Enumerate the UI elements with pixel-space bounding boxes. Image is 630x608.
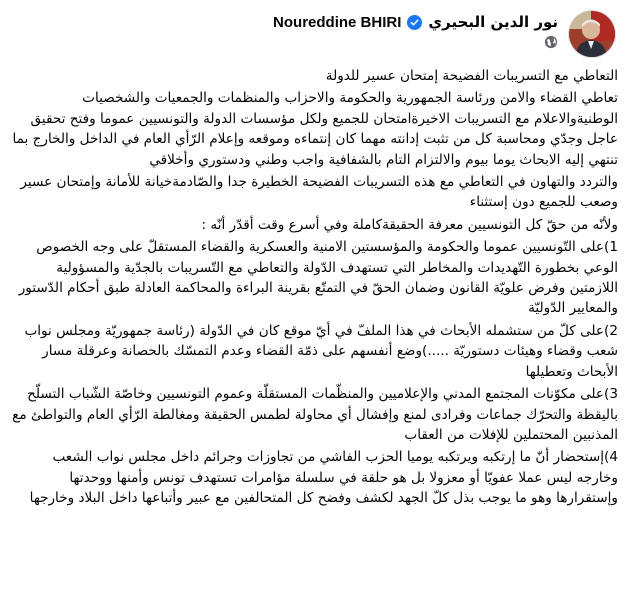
post-paragraph: تعاطي القضاء والامن ورئاسة الجمهورية والحكومة والاحزاب والمنظمات والجمعيات والشخصيات الوطنيةوالاعلام مع التسريبات الاخيرةامتحان للجميع ولكل مؤسسات الدولة والتونسيين عموما وفتح تحقيق عاجل وجدّي ومحاسبة كل من تثبت إدانته مهما كان إنتماءه وموقعه وإعلام الرّأي العام في الداخل والخارج بما تنتهي إليه الابحاث يوما بيوم والالتزام التام بالشفافية واجب وطني ودستوري وأخلاقي <box>12 90 618 168</box>
post-paragraph-title: التعاطي مع التسريبات الفضيحة إمتحان عسير للدولة <box>325 68 618 84</box>
author-name-arabic[interactable]: نور الدين البحيري <box>428 13 558 31</box>
post-paragraph-point-4: 4)إستحضار أنّ ما إرتكبه ويرتكبه يوميا الحزب الفاشي من تجاوزات وجرائم داخل مجلس نواب الشعب وخارجه ليس عملا عفويّا أو معزولا بل هو حلقة في سلسلة مؤامرات تستهدف تونس وأمنها ووحدتها وإستقرارها وهو ما يوجب بذل كلّ الجهد لكشف وفضح كل المتحالفين مع عبير وأتباعها داخل البلاد وخارجها <box>29 449 618 507</box>
post-paragraph: والتردد والتهاون في التعاطي مع هذه التسريبات الفضيحة الخطيرة جدا والصّادمةخيانة للأمانة وإمتحان عسير وصعب للجميع دون إستثناء <box>20 174 618 211</box>
post-header <box>273 10 616 62</box>
avatar[interactable] <box>568 10 616 58</box>
verified-badge-icon <box>407 15 422 30</box>
globe-icon[interactable] <box>544 35 558 49</box>
author-block <box>273 10 558 49</box>
author-name-english[interactable]: Noureddine BHIRI <box>273 13 402 31</box>
author-line <box>273 13 558 31</box>
post-meta <box>544 35 558 49</box>
profile-photo-icon <box>569 11 615 57</box>
post-paragraph-point-2: 2)على كلّ من ستشمله الأبحاث في هذا الملفّ في أيّ موقع كان في الدّولة (رئاسة جمهوريّة ومجلس نواب شعب وقضاء وهيئات دستوريّة .....)وضع أنفسهم على ذمّة القضاء وعدم التمسّك بالحصانة وعرقلة مسار الأبحاث وتعطيلها <box>24 322 618 380</box>
post-body <box>12 66 618 511</box>
post-paragraph: ولأنّه من حقّ كل التونسيين معرفة الحقيقةكاملة وفي أسرع وقت أقدّر أنّه : <box>201 216 618 233</box>
post-paragraph-point-1: 1)على التّونسيين عموما والحكومة والمؤسستين الامنية والعسكرية والقضاء المستقلّ على وجه الخصوص الوعي بخطورة التّهديدات والمخاطر التي تستهدف الدّولة والتعاطي مع التّسريبات بالجدّية والمسؤولية اللازمتين وفرض علويّة القانون وضمان الحقّ في التمتّع بقرينة البراءة والمحاكمة العادلة طبق أحكام الدّستور والمعايير الدّوليّة <box>18 239 618 317</box>
post-paragraph-point-3: 3)على مكوّنات المجتمع المدني والإعلاميين والمنظّمات المستقلّة وعموم التونسيين وخاصّة الشّباب التسلّح باليقظة والتحرّك جماعات وفرادى لمنع وإفشال أي محاولة لطمس الحقيقة ومغالطة الرّأي العام والتواطئ مع المذنبين المحتملين للإفلات من العقاب <box>12 386 618 443</box>
